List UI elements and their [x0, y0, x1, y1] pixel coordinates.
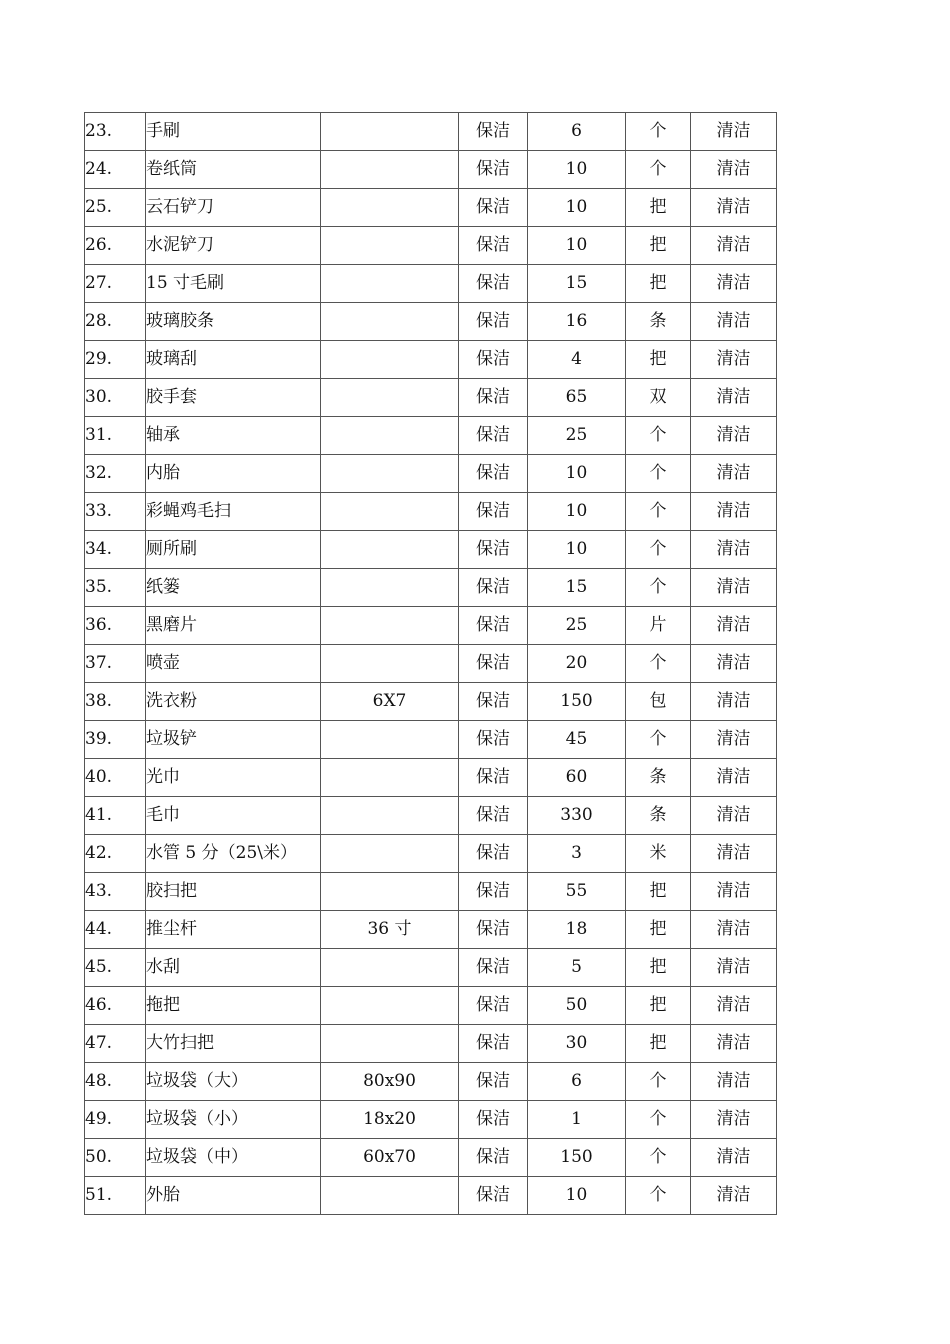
table-row	[85, 455, 777, 493]
usage: 清洁	[691, 1139, 777, 1177]
item-name: 水泥铲刀	[146, 227, 321, 265]
item-spec	[321, 417, 459, 455]
table-row	[85, 721, 777, 759]
usage: 清洁	[691, 113, 777, 151]
quantity: 330	[528, 797, 626, 835]
quantity: 1	[528, 1101, 626, 1139]
item-name: 15 寸毛刷	[146, 265, 321, 303]
unit: 个	[626, 417, 691, 455]
item-name: 胶扫把	[146, 873, 321, 911]
item-name: 水管 5 分（25\米）	[146, 835, 321, 873]
quantity: 10	[528, 531, 626, 569]
table-row	[85, 151, 777, 189]
row-number: 31.	[85, 417, 146, 455]
item-spec	[321, 759, 459, 797]
department: 保洁	[459, 1177, 528, 1215]
department: 保洁	[459, 265, 528, 303]
unit: 个	[626, 1101, 691, 1139]
department: 保洁	[459, 455, 528, 493]
quantity: 10	[528, 189, 626, 227]
department: 保洁	[459, 721, 528, 759]
usage: 清洁	[691, 987, 777, 1025]
department: 保洁	[459, 113, 528, 151]
table-row	[85, 493, 777, 531]
item-name: 外胎	[146, 1177, 321, 1215]
item-name: 水刮	[146, 949, 321, 987]
quantity: 5	[528, 949, 626, 987]
unit: 把	[626, 227, 691, 265]
usage: 清洁	[691, 379, 777, 417]
item-spec	[321, 987, 459, 1025]
item-spec	[321, 607, 459, 645]
table-row	[85, 759, 777, 797]
quantity: 18	[528, 911, 626, 949]
usage: 清洁	[691, 341, 777, 379]
usage: 清洁	[691, 1101, 777, 1139]
usage: 清洁	[691, 417, 777, 455]
quantity: 16	[528, 303, 626, 341]
item-name: 垃圾袋（大）	[146, 1063, 321, 1101]
quantity: 15	[528, 265, 626, 303]
row-number: 36.	[85, 607, 146, 645]
table-row	[85, 797, 777, 835]
department: 保洁	[459, 531, 528, 569]
table-row	[85, 569, 777, 607]
quantity: 65	[528, 379, 626, 417]
row-number: 47.	[85, 1025, 146, 1063]
unit: 把	[626, 265, 691, 303]
quantity: 15	[528, 569, 626, 607]
item-name: 喷壶	[146, 645, 321, 683]
usage: 清洁	[691, 949, 777, 987]
department: 保洁	[459, 797, 528, 835]
usage: 清洁	[691, 569, 777, 607]
item-name: 内胎	[146, 455, 321, 493]
unit: 把	[626, 189, 691, 227]
item-name: 拖把	[146, 987, 321, 1025]
department: 保洁	[459, 759, 528, 797]
row-number: 28.	[85, 303, 146, 341]
usage: 清洁	[691, 189, 777, 227]
item-name: 垃圾铲	[146, 721, 321, 759]
row-number: 34.	[85, 531, 146, 569]
row-number: 27.	[85, 265, 146, 303]
item-name: 洗衣粉	[146, 683, 321, 721]
table-row	[85, 835, 777, 873]
item-name: 玻璃胶条	[146, 303, 321, 341]
unit: 个	[626, 1139, 691, 1177]
item-spec	[321, 721, 459, 759]
item-name: 光巾	[146, 759, 321, 797]
department: 保洁	[459, 227, 528, 265]
row-number: 49.	[85, 1101, 146, 1139]
quantity: 25	[528, 607, 626, 645]
unit: 把	[626, 873, 691, 911]
row-number: 45.	[85, 949, 146, 987]
usage: 清洁	[691, 1025, 777, 1063]
table-row	[85, 113, 777, 151]
item-name: 手刷	[146, 113, 321, 151]
table-row	[85, 1025, 777, 1063]
item-spec: 18x20	[321, 1101, 459, 1139]
table-row	[85, 873, 777, 911]
table-row	[85, 303, 777, 341]
item-spec	[321, 455, 459, 493]
usage: 清洁	[691, 835, 777, 873]
department: 保洁	[459, 151, 528, 189]
table-row	[85, 531, 777, 569]
usage: 清洁	[691, 531, 777, 569]
item-spec	[321, 189, 459, 227]
department: 保洁	[459, 911, 528, 949]
item-name: 垃圾袋（小）	[146, 1101, 321, 1139]
unit: 个	[626, 1177, 691, 1215]
unit: 把	[626, 341, 691, 379]
row-number: 23.	[85, 113, 146, 151]
quantity: 20	[528, 645, 626, 683]
item-spec	[321, 1025, 459, 1063]
table-row	[85, 341, 777, 379]
item-name: 大竹扫把	[146, 1025, 321, 1063]
row-number: 44.	[85, 911, 146, 949]
table-row	[85, 949, 777, 987]
row-number: 24.	[85, 151, 146, 189]
row-number: 29.	[85, 341, 146, 379]
row-number: 26.	[85, 227, 146, 265]
quantity: 10	[528, 455, 626, 493]
table-row	[85, 911, 777, 949]
quantity: 4	[528, 341, 626, 379]
usage: 清洁	[691, 759, 777, 797]
item-spec	[321, 569, 459, 607]
item-name: 胶手套	[146, 379, 321, 417]
table-row	[85, 265, 777, 303]
item-name: 垃圾袋（中）	[146, 1139, 321, 1177]
department: 保洁	[459, 493, 528, 531]
item-name: 轴承	[146, 417, 321, 455]
row-number: 38.	[85, 683, 146, 721]
unit: 个	[626, 569, 691, 607]
row-number: 25.	[85, 189, 146, 227]
department: 保洁	[459, 417, 528, 455]
quantity: 6	[528, 113, 626, 151]
department: 保洁	[459, 987, 528, 1025]
department: 保洁	[459, 303, 528, 341]
quantity: 10	[528, 227, 626, 265]
quantity: 45	[528, 721, 626, 759]
unit: 个	[626, 1063, 691, 1101]
unit: 条	[626, 759, 691, 797]
unit: 个	[626, 531, 691, 569]
item-spec	[321, 645, 459, 683]
unit: 把	[626, 949, 691, 987]
usage: 清洁	[691, 1063, 777, 1101]
item-name: 推尘杆	[146, 911, 321, 949]
row-number: 33.	[85, 493, 146, 531]
unit: 个	[626, 151, 691, 189]
usage: 清洁	[691, 265, 777, 303]
row-number: 42.	[85, 835, 146, 873]
department: 保洁	[459, 1101, 528, 1139]
item-spec	[321, 873, 459, 911]
department: 保洁	[459, 645, 528, 683]
usage: 清洁	[691, 721, 777, 759]
table-row	[85, 987, 777, 1025]
quantity: 10	[528, 1177, 626, 1215]
item-spec	[321, 341, 459, 379]
item-name: 纸篓	[146, 569, 321, 607]
inventory-sheet	[84, 112, 776, 1215]
item-spec	[321, 113, 459, 151]
table-row	[85, 683, 777, 721]
cleaning-supplies-table	[84, 112, 777, 1215]
row-number: 35.	[85, 569, 146, 607]
item-spec	[321, 531, 459, 569]
table-row	[85, 1063, 777, 1101]
item-spec	[321, 949, 459, 987]
unit: 包	[626, 683, 691, 721]
unit: 片	[626, 607, 691, 645]
table-row	[85, 1139, 777, 1177]
unit: 把	[626, 987, 691, 1025]
usage: 清洁	[691, 873, 777, 911]
row-number: 46.	[85, 987, 146, 1025]
table-body	[85, 113, 777, 1215]
item-name: 黑磨片	[146, 607, 321, 645]
row-number: 41.	[85, 797, 146, 835]
quantity: 10	[528, 493, 626, 531]
item-name: 卷纸筒	[146, 151, 321, 189]
unit: 个	[626, 645, 691, 683]
row-number: 37.	[85, 645, 146, 683]
table-row	[85, 1177, 777, 1215]
department: 保洁	[459, 341, 528, 379]
item-spec: 60x70	[321, 1139, 459, 1177]
item-name: 云石铲刀	[146, 189, 321, 227]
usage: 清洁	[691, 303, 777, 341]
item-spec: 80x90	[321, 1063, 459, 1101]
department: 保洁	[459, 873, 528, 911]
unit: 个	[626, 113, 691, 151]
quantity: 60	[528, 759, 626, 797]
usage: 清洁	[691, 227, 777, 265]
item-spec: 36 寸	[321, 911, 459, 949]
department: 保洁	[459, 683, 528, 721]
usage: 清洁	[691, 645, 777, 683]
unit: 米	[626, 835, 691, 873]
unit: 个	[626, 493, 691, 531]
item-spec	[321, 151, 459, 189]
quantity: 6	[528, 1063, 626, 1101]
table-row	[85, 189, 777, 227]
item-name: 毛巾	[146, 797, 321, 835]
unit: 个	[626, 455, 691, 493]
usage: 清洁	[691, 151, 777, 189]
item-spec	[321, 265, 459, 303]
unit: 把	[626, 1025, 691, 1063]
item-spec: 6X7	[321, 683, 459, 721]
department: 保洁	[459, 949, 528, 987]
quantity: 150	[528, 1139, 626, 1177]
row-number: 48.	[85, 1063, 146, 1101]
table-row	[85, 379, 777, 417]
department: 保洁	[459, 1139, 528, 1177]
usage: 清洁	[691, 493, 777, 531]
department: 保洁	[459, 1025, 528, 1063]
usage: 清洁	[691, 683, 777, 721]
table-row	[85, 227, 777, 265]
table-row	[85, 645, 777, 683]
quantity: 50	[528, 987, 626, 1025]
item-spec	[321, 1177, 459, 1215]
row-number: 43.	[85, 873, 146, 911]
item-spec	[321, 379, 459, 417]
row-number: 39.	[85, 721, 146, 759]
usage: 清洁	[691, 1177, 777, 1215]
department: 保洁	[459, 835, 528, 873]
usage: 清洁	[691, 607, 777, 645]
department: 保洁	[459, 569, 528, 607]
row-number: 32.	[85, 455, 146, 493]
item-name: 玻璃刮	[146, 341, 321, 379]
quantity: 25	[528, 417, 626, 455]
quantity: 30	[528, 1025, 626, 1063]
table-row	[85, 1101, 777, 1139]
item-spec	[321, 835, 459, 873]
quantity: 150	[528, 683, 626, 721]
table-row	[85, 417, 777, 455]
department: 保洁	[459, 379, 528, 417]
item-spec	[321, 303, 459, 341]
item-spec	[321, 227, 459, 265]
unit: 条	[626, 797, 691, 835]
unit: 个	[626, 721, 691, 759]
row-number: 40.	[85, 759, 146, 797]
usage: 清洁	[691, 455, 777, 493]
department: 保洁	[459, 1063, 528, 1101]
item-name: 厕所刷	[146, 531, 321, 569]
item-spec	[321, 797, 459, 835]
department: 保洁	[459, 607, 528, 645]
unit: 条	[626, 303, 691, 341]
quantity: 55	[528, 873, 626, 911]
department: 保洁	[459, 189, 528, 227]
usage: 清洁	[691, 911, 777, 949]
row-number: 51.	[85, 1177, 146, 1215]
usage: 清洁	[691, 797, 777, 835]
item-spec	[321, 493, 459, 531]
table-row	[85, 607, 777, 645]
unit: 双	[626, 379, 691, 417]
row-number: 50.	[85, 1139, 146, 1177]
quantity: 3	[528, 835, 626, 873]
row-number: 30.	[85, 379, 146, 417]
item-name: 彩蝇鸡毛扫	[146, 493, 321, 531]
unit: 把	[626, 911, 691, 949]
quantity: 10	[528, 151, 626, 189]
